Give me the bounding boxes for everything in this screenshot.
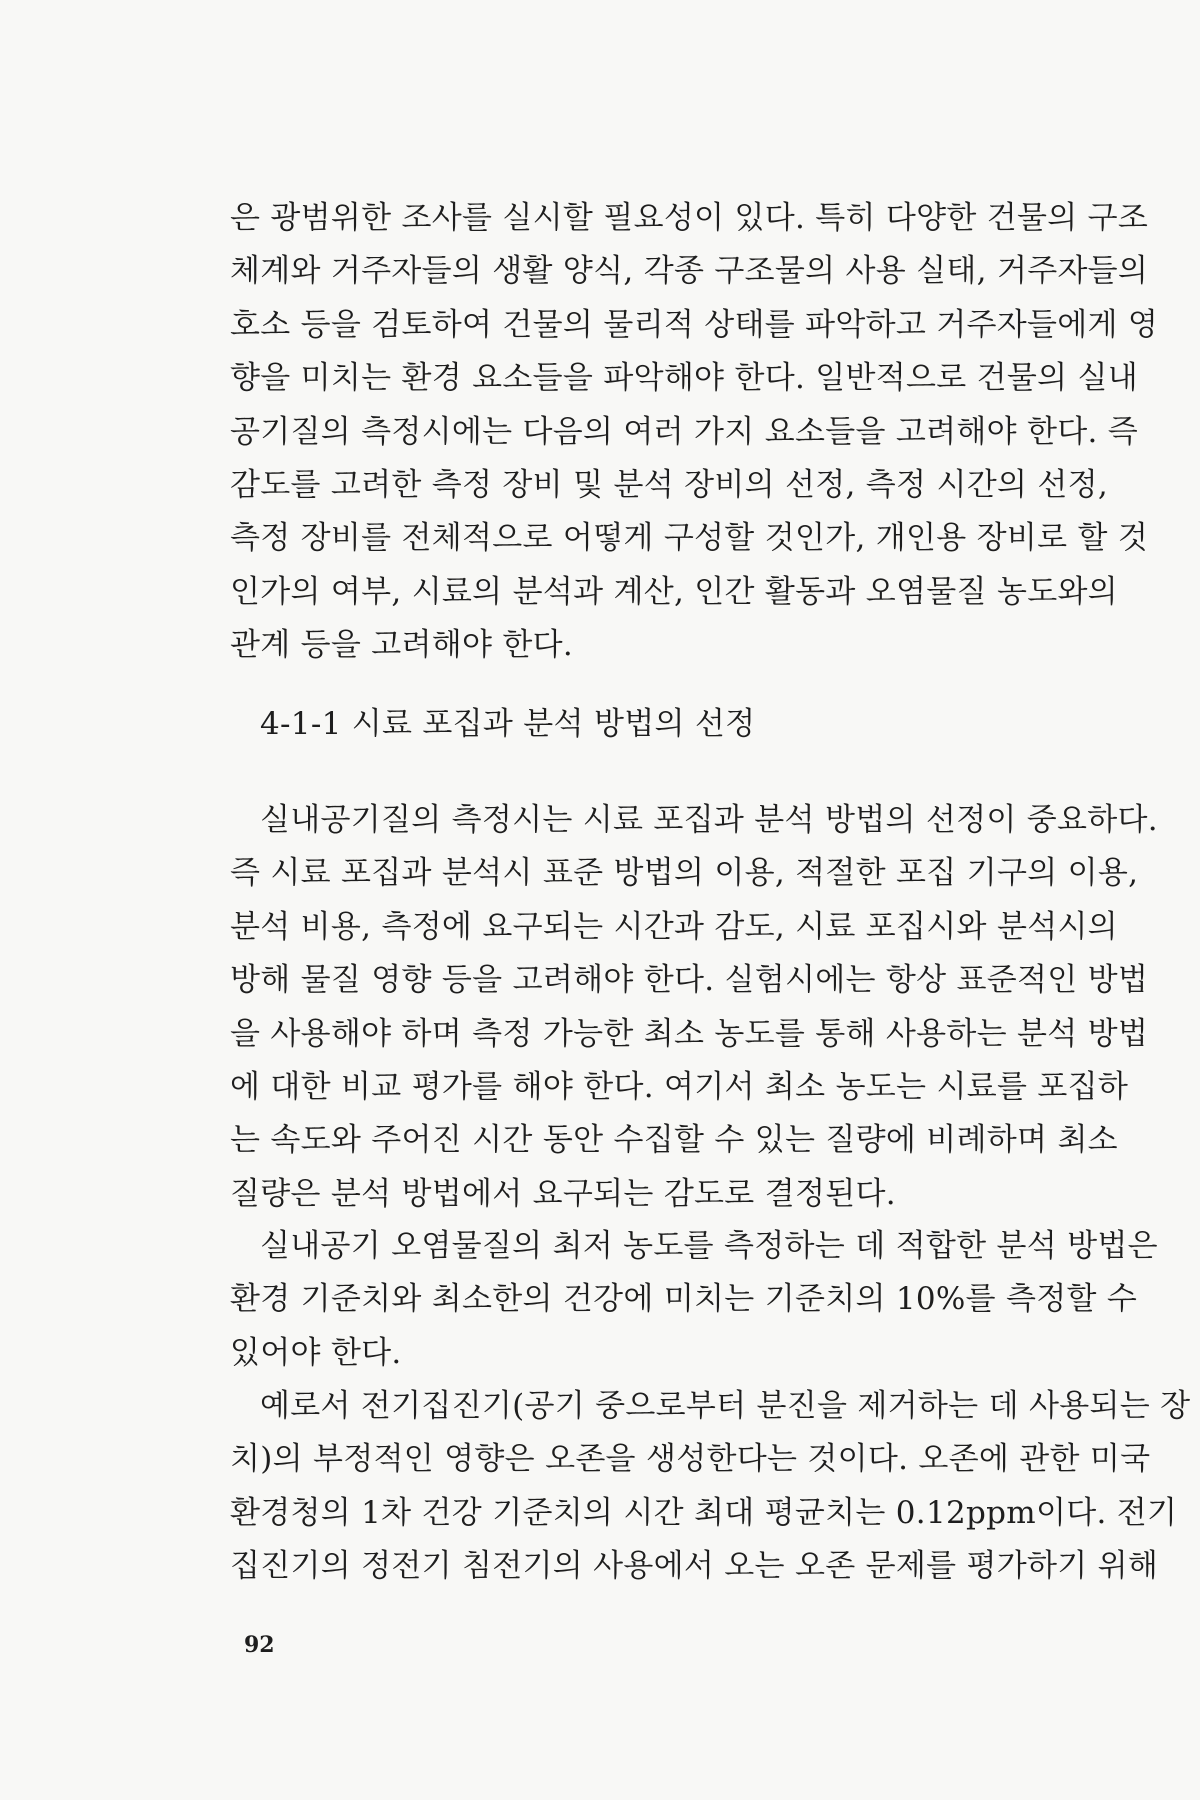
- text-line: 을 사용해야 하며 측정 가능한 최소 농도를 통해 사용하는 분석 방법: [230, 1015, 1149, 1052]
- text-line: 있어야 한다.: [230, 1334, 402, 1371]
- paragraph-1: [230, 192, 1159, 673]
- text-line: 분석 비용, 측정에 요구되는 시간과 감도, 시료 포집시와 분석시의: [230, 908, 1118, 945]
- text-line: 질량은 분석 방법에서 요구되는 감도로 결정된다.: [230, 1175, 896, 1212]
- text-line: 환경 기준치와 최소한의 건강에 미치는 기준치의 10%를 측정할 수: [230, 1281, 1138, 1318]
- text-line: 인가의 여부, 시료의 분석과 계산, 인간 활동과 오염물질 농도와의: [230, 573, 1118, 610]
- page-number: 92: [244, 1632, 275, 1658]
- text-line: 는 속도와 주어진 시간 동안 수집할 수 있는 질량에 비례하며 최소: [230, 1122, 1118, 1159]
- text-line: 실내공기질의 측정시는 시료 포집과 분석 방법의 선정이 중요하다.: [260, 802, 1158, 838]
- text-line: 측정 장비를 전체적으로 어떻게 구성할 것인가, 개인용 장비로 할 것: [230, 520, 1149, 557]
- text-line: 공기질의 측정시에는 다음의 여러 가지 요소들을 고려해야 한다. 즉: [230, 413, 1139, 450]
- paragraph-3: [230, 1220, 1158, 1380]
- text-line: 에 대한 비교 평가를 해야 한다. 여기서 최소 농도는 시료를 포집하: [230, 1068, 1129, 1105]
- text-line: 예로서 전기집진기(공기 중으로부터 분진을 제거하는 데 사용되는 장: [260, 1388, 1191, 1424]
- text-line: 관계 등을 고려해야 한다.: [230, 627, 574, 664]
- text-line: 집진기의 정전기 침전기의 사용에서 오는 오존 문제를 평가하기 위해: [230, 1548, 1159, 1585]
- text-line: 환경청의 1차 건강 기준치의 시간 최대 평균치는 0.12ppm이다. 전기: [230, 1494, 1178, 1531]
- text-line: 치)의 부정적인 영향은 오존을 생성한다는 것이다. 오존에 관한 미국: [230, 1441, 1151, 1478]
- text-line: 즉 시료 포집과 분석시 표준 방법의 이용, 적절한 포집 기구의 이용,: [230, 855, 1139, 892]
- paragraph-2: [230, 794, 1158, 1221]
- text-line: 실내공기 오염물질의 최저 농도를 측정하는 데 적합한 분석 방법은: [260, 1228, 1158, 1264]
- text-line: 은 광범위한 조사를 실시할 필요성이 있다. 특히 다양한 건물의 구조: [230, 200, 1149, 236]
- paragraph-4: [230, 1380, 1191, 1594]
- text-line: 감도를 고려한 측정 장비 및 분석 장비의 선정, 측정 시간의 선정,: [230, 466, 1108, 503]
- text-line: 체계와 거주자들의 생활 양식, 각종 구조물의 사용 실태, 거주자들의: [230, 253, 1149, 290]
- text-line: 호소 등을 검토하여 건물의 물리적 상태를 파악하고 거주자들에게 영: [230, 306, 1159, 343]
- text-line: 방해 물질 영향 등을 고려해야 한다. 실험시에는 항상 표준적인 방법: [230, 962, 1149, 999]
- section-heading: 4-1-1 시료 포집과 분석 방법의 선정: [260, 706, 756, 742]
- text-line: 향을 미치는 환경 요소들을 파악해야 한다. 일반적으로 건물의 실내: [230, 360, 1139, 397]
